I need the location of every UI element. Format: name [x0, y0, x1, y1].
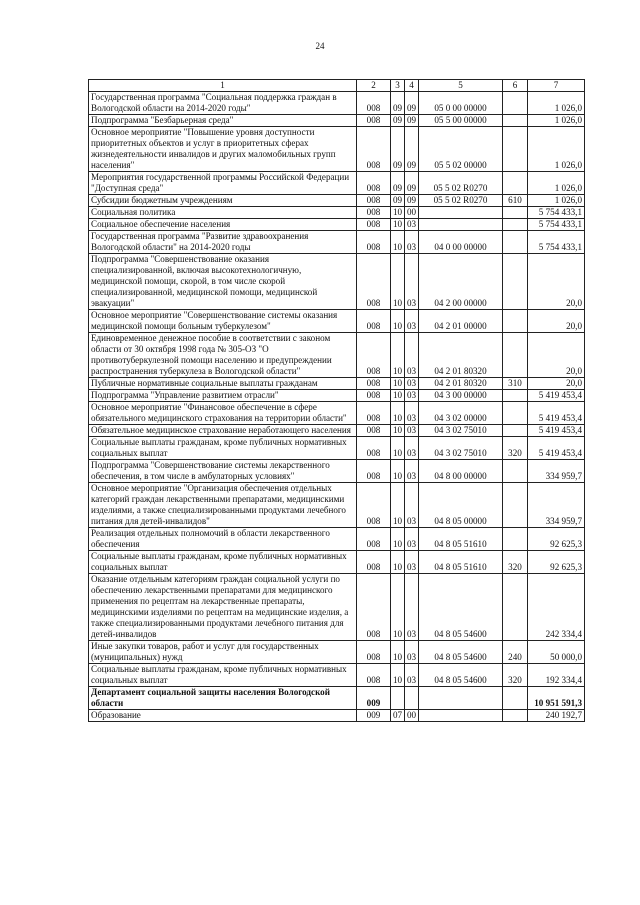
row-pr: 03 [405, 254, 419, 310]
row-rz: 09 [391, 127, 405, 172]
row-name: Оказание отдельным категориям граждан социальной услуги по обеспечению лекарственными препаратами для медицинского применения по рецептам на лекарственные препараты, медицинскими изделиями по рецептам на медицинские изделия, а также специализированными продуктами лечебного питания для детей-инвалидов [89, 574, 357, 641]
row-rz: 10 [391, 460, 405, 483]
table-row [89, 127, 585, 172]
table-row [89, 254, 585, 310]
row-name: Социальное обеспечение населения [89, 219, 357, 231]
row-csr: 04 8 05 54600 [419, 664, 503, 687]
row-grbs: 008 [357, 402, 391, 425]
row-rz: 10 [391, 310, 405, 333]
row-csr: 04 3 02 00000 [419, 402, 503, 425]
table-row [89, 172, 585, 195]
row-pr: 03 [405, 437, 419, 460]
row-grbs: 008 [357, 574, 391, 641]
row-csr: 05 5 02 R0270 [419, 195, 503, 207]
row-vr: 310 [503, 378, 528, 390]
row-name: Реализация отдельных полномочий в области лекарственного обеспечения [89, 528, 357, 551]
row-pr: 03 [405, 574, 419, 641]
row-grbs: 008 [357, 92, 391, 115]
row-pr: 03 [405, 231, 419, 254]
table-row [89, 483, 585, 528]
row-rz: 09 [391, 92, 405, 115]
row-pr: 03 [405, 402, 419, 425]
table-row [89, 437, 585, 460]
row-grbs: 008 [357, 219, 391, 231]
row-sum: 20,0 [528, 310, 585, 333]
row-vr: 610 [503, 195, 528, 207]
row-sum: 5 419 453,4 [528, 437, 585, 460]
row-grbs: 008 [357, 528, 391, 551]
row-pr: 09 [405, 115, 419, 127]
table-row [89, 710, 585, 722]
table-row [89, 687, 585, 710]
row-sum: 20,0 [528, 378, 585, 390]
table-row [89, 207, 585, 219]
row-csr: 04 3 00 00000 [419, 390, 503, 402]
table-row [89, 92, 585, 115]
header-cell-grbs: 2 [357, 80, 391, 92]
row-pr: 03 [405, 551, 419, 574]
header-cell-sum: 7 [528, 80, 585, 92]
row-name: Социальные выплаты гражданам, кроме публичных нормативных социальных выплат [89, 551, 357, 574]
row-sum: 5 754 433,1 [528, 231, 585, 254]
row-grbs: 008 [357, 127, 391, 172]
row-grbs: 008 [357, 378, 391, 390]
row-sum: 50 000,0 [528, 641, 585, 664]
table-row [89, 390, 585, 402]
row-rz: 09 [391, 115, 405, 127]
row-pr: 09 [405, 172, 419, 195]
table-row [89, 641, 585, 664]
row-pr: 03 [405, 310, 419, 333]
header-cell-rz: 3 [391, 80, 405, 92]
row-csr: 04 8 05 54600 [419, 641, 503, 664]
row-grbs: 009 [357, 687, 391, 710]
row-sum: 192 334,4 [528, 664, 585, 687]
row-pr [405, 687, 419, 710]
row-grbs: 008 [357, 195, 391, 207]
row-rz: 07 [391, 710, 405, 722]
row-name: Субсидии бюджетным учреждениям [89, 195, 357, 207]
row-csr: 04 2 01 00000 [419, 310, 503, 333]
row-csr [419, 219, 503, 231]
row-grbs: 008 [357, 231, 391, 254]
row-csr: 05 0 00 00000 [419, 92, 503, 115]
row-vr [503, 687, 528, 710]
row-rz: 10 [391, 664, 405, 687]
row-rz: 10 [391, 551, 405, 574]
row-csr: 04 2 00 00000 [419, 254, 503, 310]
row-rz: 10 [391, 390, 405, 402]
row-vr [503, 390, 528, 402]
row-name: Основное мероприятие "Совершенствование системы оказания медицинской помощи больным туберкулезом" [89, 310, 357, 333]
table-row [89, 378, 585, 390]
row-grbs: 008 [357, 172, 391, 195]
row-name: Обязательное медицинское страхование неработающего населения [89, 425, 357, 437]
row-rz [391, 687, 405, 710]
table-row [89, 664, 585, 687]
row-vr [503, 460, 528, 483]
header-cell-name: 1 [89, 80, 357, 92]
row-vr [503, 425, 528, 437]
row-vr [503, 231, 528, 254]
row-csr: 04 8 05 51610 [419, 528, 503, 551]
row-sum: 20,0 [528, 333, 585, 378]
table-row [89, 333, 585, 378]
row-vr [503, 574, 528, 641]
row-vr [503, 115, 528, 127]
row-vr [503, 310, 528, 333]
row-rz: 09 [391, 195, 405, 207]
row-sum: 92 625,3 [528, 528, 585, 551]
row-grbs: 008 [357, 425, 391, 437]
row-vr [503, 528, 528, 551]
row-name: Основное мероприятие "Организация обеспечения отдельных категорий граждан лекарственными препаратами, медицинскими изделиями, а также специализированными продуктами лечебного питания для детей-инвалидов" [89, 483, 357, 528]
row-pr: 03 [405, 390, 419, 402]
page-number: 24 [315, 41, 325, 51]
row-csr [419, 687, 503, 710]
row-vr [503, 219, 528, 231]
row-sum: 242 334,4 [528, 574, 585, 641]
row-rz: 10 [391, 207, 405, 219]
row-vr [503, 207, 528, 219]
row-pr: 03 [405, 333, 419, 378]
row-sum: 5 419 453,4 [528, 390, 585, 402]
row-rz: 10 [391, 528, 405, 551]
header-cell-csr: 5 [419, 80, 503, 92]
row-grbs: 008 [357, 254, 391, 310]
row-pr: 03 [405, 378, 419, 390]
row-pr: 03 [405, 664, 419, 687]
row-pr: 09 [405, 127, 419, 172]
row-sum: 10 951 591,3 [528, 687, 585, 710]
row-name: Подпрограмма "Управление развитием отрасли" [89, 390, 357, 402]
row-csr: 04 8 00 00000 [419, 460, 503, 483]
row-rz: 10 [391, 378, 405, 390]
row-name: Основное мероприятие "Финансовое обеспечение в сфере обязательного медицинского страхования на территории области" [89, 402, 357, 425]
table-row [89, 402, 585, 425]
row-name: Образование [89, 710, 357, 722]
row-vr [503, 254, 528, 310]
row-vr: 320 [503, 437, 528, 460]
row-csr: 04 8 05 00000 [419, 483, 503, 528]
row-csr: 04 8 05 54600 [419, 574, 503, 641]
row-vr [503, 710, 528, 722]
row-name: Подпрограмма "Безбарьерная среда" [89, 115, 357, 127]
row-name: Социальные выплаты гражданам, кроме публичных нормативных социальных выплат [89, 437, 357, 460]
row-csr: 04 8 05 51610 [419, 551, 503, 574]
table-row [89, 425, 585, 437]
row-csr: 05 5 02 R0270 [419, 172, 503, 195]
row-grbs: 008 [357, 551, 391, 574]
table-row [89, 528, 585, 551]
row-name: Основное мероприятие "Повышение уровня доступности приоритетных объектов и услуг в приоритетных сферах жизнедеятельности инвалидов и других маломобильных групп населения" [89, 127, 357, 172]
row-pr: 03 [405, 219, 419, 231]
row-rz: 10 [391, 574, 405, 641]
row-rz: 10 [391, 219, 405, 231]
row-pr: 03 [405, 460, 419, 483]
row-name: Подпрограмма "Совершенствование оказания специализированной, включая высокотехнологичную, медицинской помощи, скорой, в том числе скорой специализированной, медицинской помощи, медицинской эвакуации" [89, 254, 357, 310]
table-row [89, 231, 585, 254]
row-vr: 320 [503, 551, 528, 574]
row-vr [503, 172, 528, 195]
row-sum: 5 754 433,1 [528, 207, 585, 219]
row-name: Публичные нормативные социальные выплаты гражданам [89, 378, 357, 390]
row-name: Единовременное денежное пособие в соответствии с законом области от 30 октября 1998 года № 305-ОЗ "О противотуберкулезной помощи населению и предупреждении распространения туберкулеза в Вологодской области" [89, 333, 357, 378]
row-vr [503, 333, 528, 378]
header-cell-vr: 6 [503, 80, 528, 92]
row-pr: 03 [405, 528, 419, 551]
row-pr: 03 [405, 641, 419, 664]
row-grbs: 008 [357, 333, 391, 378]
row-grbs: 008 [357, 460, 391, 483]
row-sum: 1 026,0 [528, 172, 585, 195]
row-sum: 1 026,0 [528, 92, 585, 115]
table-row [89, 219, 585, 231]
row-grbs: 008 [357, 390, 391, 402]
row-csr: 05 5 02 00000 [419, 127, 503, 172]
table-row [89, 195, 585, 207]
row-name: Государственная программа "Социальная поддержка граждан в Вологодской области на 2014-2020 годы" [89, 92, 357, 115]
row-vr: 320 [503, 664, 528, 687]
row-name: Подпрограмма "Совершенствование системы лекарственного обеспечения, в том числе в амбулаторных условиях" [89, 460, 357, 483]
budget-table [88, 79, 585, 722]
row-rz: 10 [391, 641, 405, 664]
row-rz: 10 [391, 402, 405, 425]
row-rz: 10 [391, 231, 405, 254]
header-cell-pr: 4 [405, 80, 419, 92]
row-csr: 04 2 01 80320 [419, 378, 503, 390]
row-sum: 1 026,0 [528, 115, 585, 127]
row-csr [419, 710, 503, 722]
row-sum: 334 959,7 [528, 483, 585, 528]
header-row [89, 80, 585, 92]
row-sum: 5 754 433,1 [528, 219, 585, 231]
row-grbs: 008 [357, 483, 391, 528]
row-rz: 10 [391, 483, 405, 528]
row-pr: 09 [405, 92, 419, 115]
row-pr: 03 [405, 425, 419, 437]
row-pr: 00 [405, 207, 419, 219]
table-row [89, 574, 585, 641]
row-grbs: 008 [357, 437, 391, 460]
row-sum: 5 419 453,4 [528, 402, 585, 425]
row-name: Иные закупки товаров, работ и услуг для государственных (муниципальных) нужд [89, 641, 357, 664]
row-pr: 09 [405, 195, 419, 207]
row-name: Мероприятия государственной программы Российской Федерации "Доступная среда" [89, 172, 357, 195]
row-sum: 1 026,0 [528, 127, 585, 172]
row-sum: 5 419 453,4 [528, 425, 585, 437]
row-csr: 04 3 02 75010 [419, 425, 503, 437]
row-rz: 10 [391, 333, 405, 378]
row-csr: 04 3 02 75010 [419, 437, 503, 460]
row-rz: 10 [391, 437, 405, 460]
row-pr: 00 [405, 710, 419, 722]
row-sum: 240 192,7 [528, 710, 585, 722]
row-csr: 05 5 00 00000 [419, 115, 503, 127]
row-csr: 04 0 00 00000 [419, 231, 503, 254]
row-name: Государственная программа "Развитие здравоохранения Вологодской области" на 2014-2020 годы [89, 231, 357, 254]
row-name: Социальная политика [89, 207, 357, 219]
table-row [89, 551, 585, 574]
table-row [89, 310, 585, 333]
row-csr [419, 207, 503, 219]
row-name: Департамент социальной защиты населения Вологодской области [89, 687, 357, 710]
row-grbs: 009 [357, 710, 391, 722]
row-name: Социальные выплаты гражданам, кроме публичных нормативных социальных выплат [89, 664, 357, 687]
row-rz: 09 [391, 172, 405, 195]
row-rz: 10 [391, 425, 405, 437]
table-row [89, 460, 585, 483]
row-vr [503, 402, 528, 425]
row-grbs: 008 [357, 641, 391, 664]
row-grbs: 008 [357, 664, 391, 687]
row-sum: 1 026,0 [528, 195, 585, 207]
row-sum: 92 625,3 [528, 551, 585, 574]
row-vr [503, 92, 528, 115]
row-vr: 240 [503, 641, 528, 664]
row-sum: 334 959,7 [528, 460, 585, 483]
row-csr: 04 2 01 80320 [419, 333, 503, 378]
row-grbs: 008 [357, 310, 391, 333]
row-grbs: 008 [357, 115, 391, 127]
row-vr [503, 127, 528, 172]
row-pr: 03 [405, 483, 419, 528]
row-vr [503, 483, 528, 528]
row-rz: 10 [391, 254, 405, 310]
row-grbs: 008 [357, 207, 391, 219]
table-row [89, 115, 585, 127]
row-sum: 20,0 [528, 254, 585, 310]
